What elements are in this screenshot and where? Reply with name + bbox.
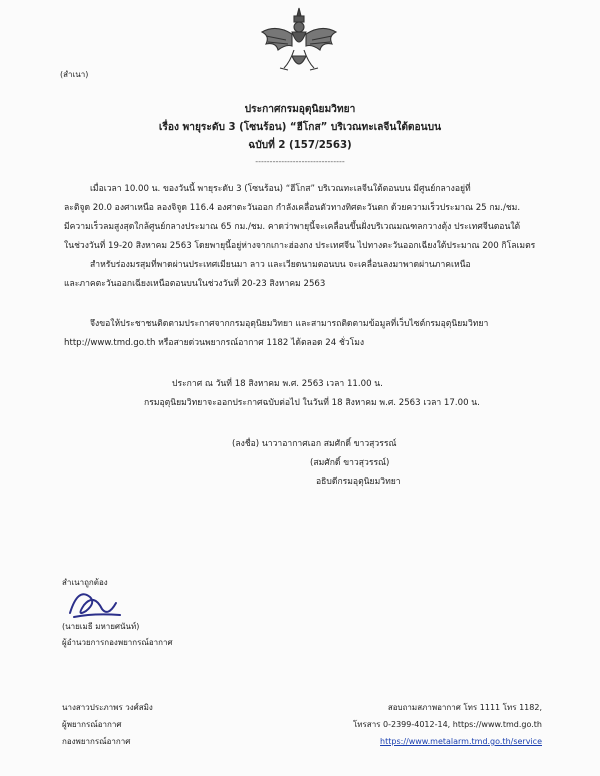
copy-mark: (สำเนา) [60,70,89,79]
footer-contact-role: ผู้พยากรณ์อากาศ [62,720,122,729]
body-line: มีความเร็วลมสูงสุดใกล้ศูนย์กลางประมาณ 65 กม./ชม. คาดว่าพายุนี้จะเคลื่อนขึ้นฝั่งบริเวณมณฑลกวางตุ้ง ประเทศจีนตอนใต้ [64,222,521,232]
body-line: ละติจูด 20.0 องศาเหนือ ลองจิจูด 116.4 องศาตะวันออก กำลังเคลื่อนตัวทางทิศตะวันตก ด้วยความเร็วประมาณ 25 กม./ชม. [64,203,521,213]
body-line: และภาคตะวันออกเฉียงเหนือตอนบนในช่วงวันที่ 20-23 สิงหาคม 2563 [64,279,326,289]
footer-contact-division: กองพยากรณ์อากาศ [62,737,131,746]
garuda-emblem-icon [256,6,342,76]
body-line: ในช่วงวันที่ 19-20 สิงหาคม 2563 โดยพายุนี้อยู่ห่างจากเกาะฮ่องกง ประเทศจีน ไปทางตะวันออกเฉียงใต้ประมาณ 200 กิโลเมตร [64,241,536,251]
signed-line: (ลงชื่อ) นาวาอากาศเอก สมศักดิ์ ขาวสุวรรณ์ [232,439,397,449]
signer-position: อธิบดีกรมอุตุนิยมวิทยา [316,477,401,487]
certifier-name: (นายเมธี มหายศนันท์) [62,622,140,631]
footer-fax-website: โทรสาร 0-2399-4012-14, https://www.tmd.go.th [352,720,542,729]
body-line: http://www.tmd.go.th หรือสายด่วนพยากรณ์อากาศ 1182 ได้ตลอด 24 ชั่วโมง [64,338,365,348]
metalarm-link[interactable]: https://www.metalarm.tmd.go.th/service [380,737,542,746]
next-issue-note: กรมอุตุนิยมวิทยาจะออกประกาศฉบับต่อไป ในวันที่ 18 สิงหาคม พ.ศ. 2563 เวลา 17.00 น. [144,398,480,408]
body-line: สำหรับร่องมรสุมที่พาดผ่านประเทศเมียนมา ลาว และเวียดนามตอนบน จะเคลื่อนลงมาพาดผ่านภาคเหนือ [90,260,471,270]
handwritten-signature-icon [64,583,124,623]
certifier-position: ผู้อำนวยการกองพยากรณ์อากาศ [62,638,173,647]
announcement-issue: ฉบับที่ 2 (157/2563) [248,140,352,151]
announced-date: ประกาศ ณ วันที่ 18 สิงหาคม พ.ศ. 2563 เวลา 11.00 น. [172,379,383,389]
announcement-subject: เรื่อง พายุระดับ 3 (โซนร้อน) “ฮีโกส” บริเวณทะเลจีนใต้ตอนบน [158,122,442,133]
title-divider: ------------------------------- [255,157,345,166]
certified-label: สำเนาถูกต้อง [62,578,108,587]
body-line: จึงขอให้ประชาชนติดตามประกาศจากกรมอุตุนิยมวิทยา และสามารถติดตามข้อมูลที่เว็บไซต์กรมอุตุนิยมวิทยา [90,319,489,329]
body-line: เมื่อเวลา 10.00 น. ของวันนี้ พายุระดับ 3 (โซนร้อน) “ฮีโกส” บริเวณทะเลจีนใต้ตอนบน มีศูนย์กลางอยู่ที่ [90,184,471,194]
signer-name: (สมศักดิ์ ขาวสุวรรณ์) [310,458,390,468]
footer-contact-name: นางสาวประภาพร วงศ์สมิง [62,703,153,712]
announcement-title: ประกาศกรมอุตุนิยมวิทยา [244,104,356,115]
footer-phone: สอบถามสภาพอากาศ โทร 1111 โทร 1182, [387,703,542,712]
